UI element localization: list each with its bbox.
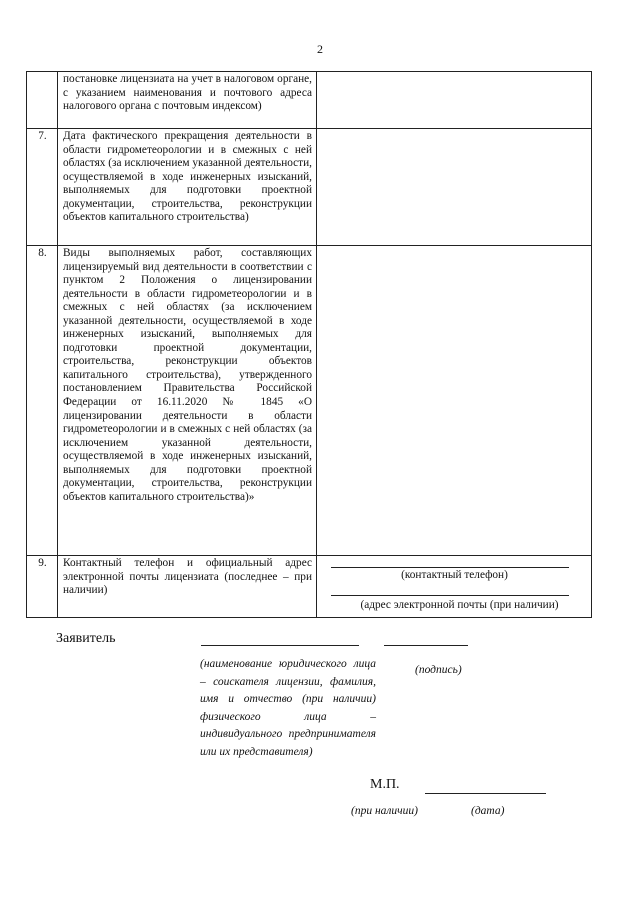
applicant-name-caption: (наименование юридического лица – соискателя лицензии, фамилия, имя и отчество (при наличии) физического лица – индивидуального предпринимателя или их представителя) [200,658,376,758]
date-caption: (дата) [471,805,505,817]
page-number: 2 [317,42,323,56]
email-caption: (адрес электронной почты (при наличии) [360,599,559,611]
table-row [27,246,592,556]
row-description: Дата фактического прекращения деятельности в области гидрометеорологии и в смежных с ней областях (за исключением указанной деятельности, осуществляемой в ходе инженерных изысканий, выполняемых для подготовки проектной документации, строительства, реконструкции объектов капитального строительства) [58,129,317,246]
table-row [27,72,592,129]
value-field[interactable] [317,246,592,556]
row-number [27,72,58,129]
phone-line[interactable] [331,567,569,568]
row-description: Контактный телефон и официальный адрес электронной почты лицензиата (последнее – при наличии) [58,556,317,618]
contact-cell [322,557,587,615]
table-row [27,129,592,246]
phone-caption: (контактный телефон) [401,569,508,581]
value-field[interactable] [317,129,592,246]
row-number: 8. [27,246,58,556]
application-form-table [26,71,592,618]
stamp-label: М.П. [370,777,400,792]
row-description: постановке лицензиата на учет в налоговом органе, с указанием наименования и почтового адреса налогового органа с почтовым индексом) [58,72,317,129]
signature-line[interactable] [384,645,468,646]
date-line[interactable] [425,793,546,794]
stamp-caption: (при наличии) [351,805,418,817]
row-description: Виды выполняемых работ, составляющих лицензируемый вид деятельности в соответствии с пунктом 2 Положения о лицензировании деятельности в области гидрометеорологии и в смежных с ней областях (за исключением указанной деятельности, осуществляемой в ходе инженерных изысканий, выполняемых для подготовки проектной документации, строительства, реконструкции объектов капитального строительства), утвержденного постановлением Правительства Российской Федерации от 16.11.2020 № 1845 «О лицензировании деятельности в области гидрометеорологии и в смежных с ней областях (за исключением указанной деятельности, осуществляемой в ходе инженерных изысканий, выполняемых для подготовки проектной документации, строительства, реконструкции объектов капитального строительства)» [58,246,317,556]
value-field[interactable] [317,72,592,129]
row-number: 7. [27,129,58,246]
contact-field[interactable] [317,556,592,618]
applicant-label: Заявитель [56,631,116,646]
signature-caption: (подпись) [415,664,462,676]
table-row [27,556,592,618]
applicant-name-line[interactable] [201,645,359,646]
email-line[interactable] [331,595,569,596]
row-number: 9. [27,556,58,618]
